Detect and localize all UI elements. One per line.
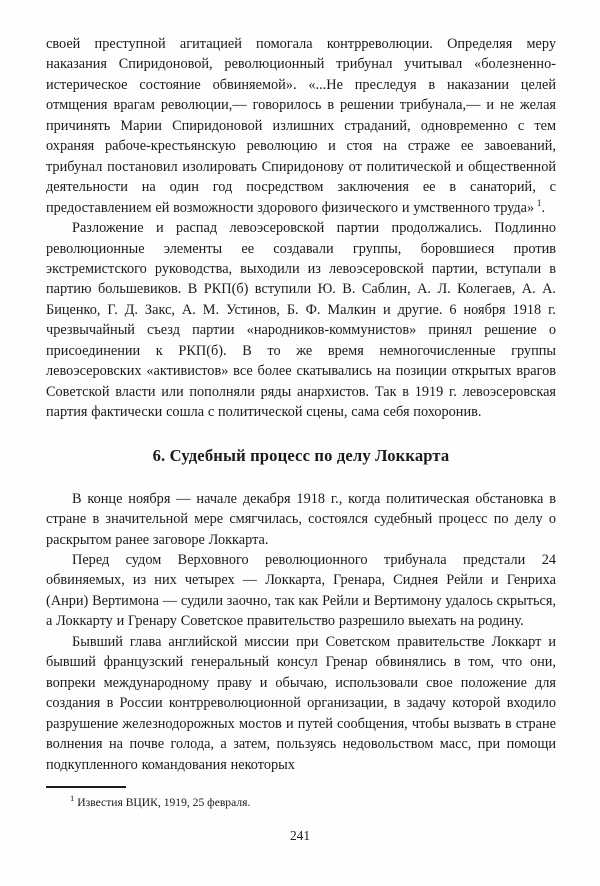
footnote-text: Известия ВЦИК, 1919, 25 февраля. — [77, 795, 251, 809]
page-number: 241 — [289, 828, 311, 843]
paragraph-defendants: Перед судом Верховного революционного трибунала предстали 24 обвиняемых, из них четырех — Локкарта, Гренара, Сиднея Рейли и Генриха (Анри) Вертимона — судили заочно, так как Рейли и Вертимону удалось скрыться, а Локкарту и Гренару Советское правительство разрешило выехать на родину. — [46, 551, 556, 630]
footnote-reference-marker[interactable]: 1 — [536, 198, 542, 209]
section-heading-block — [46, 423, 556, 489]
footnote-entry — [46, 792, 556, 810]
footnote-area — [46, 786, 556, 810]
text-column — [46, 34, 556, 775]
footnote-separator-rule — [46, 786, 126, 788]
section-heading: 6. Судебный процесс по делу Локкарта — [152, 445, 450, 465]
paragraph-left-sr-collapse: Разложение и распад левоэсеровской партии продолжались. Подлинно революционные элементы ее создавали группы, боровшиеся против экстремистского руководства, выходили из левоэсеровской партии, вступали в партию большевиков. В РКП(б) вступили Ю. В. Саблин, А. Л. Колегаев, А. А. Биценко, Г. Д. Закс, А. М. Устинов, Б. Ф. Малкин и другие. 6 ноября 1918 г. чрезвычайный съезд партии «народников-коммунистов» принял решение о присоединении к РКП(б). В то же время немногочисленные группы левоэсеровских «активистов» все более скатывались на позиции открытых врагов Советской власти или пополняли ряды анархистов. Так в 1919 г. левоэсеровская партия фактически сошла с политической сцены, сама себя похоронив. — [46, 220, 556, 421]
footnote-number: 1 — [70, 792, 75, 803]
paragraph-text: своей преступной агитацией помогала контрреволюции. Определяя меру наказания Спиридоновой, революционный трибунал учитывал «болезненно-истерическое состояние обвиняемой». «...Не преследуя в наказании целей отмщения врагам революции,— говорилось в решении трибунала,— и не желая причинять Марии Спиридоновой излишних страданий, одновременно с тем охраняя рабоче-крестьянскую революцию и стоя на страже ее завоеваний, трибунал постановил изолировать Спиридонову от политической и общественной деятельности на один год посредством заключения ее в санаторий, с предоставлением ей возможности здорового физического и умственного труда» — [46, 36, 556, 216]
paragraph-charges: Бывший глава английской миссии при Советском правительстве Локкарт и бывший французский генеральный консул Гренар обвинялись в том, что они, вопреки международному праву и обычаю, использовали свое положение для создания в России контрреволюционной организации, в задачу которой входило разрушение железнодорожных мостов и путей сообщения, чтобы вызвать в стране волнения на почве голода, а затем, пользуясь недовольством масс, при помощи подкупленного командования некоторых — [46, 633, 556, 773]
paragraph-tail: . — [541, 199, 546, 216]
paragraph-spiridonova-verdict — [46, 34, 556, 218]
paragraph-trial-opening: В конце ноября — начале декабря 1918 г., когда политическая обстановка в стране в значительной мере смягчилась, состоялся судебный процесс по делу о раскрытом ранее заговоре Локкарта. — [46, 490, 556, 548]
